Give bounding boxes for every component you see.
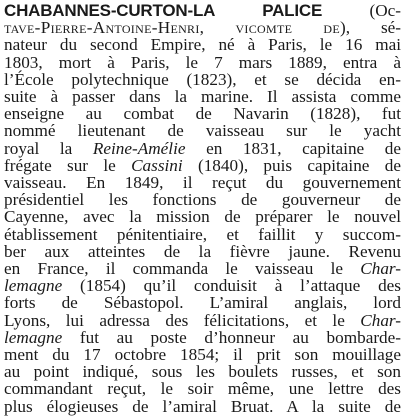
entry-text: (1854) qu’il conduisit à l’attaque des <box>62 276 401 296</box>
entry-text: forts de Sébastopol. L’amiral anglais, lord <box>4 293 401 313</box>
entry-text: Lyons, lui adressa des félicitations, et le <box>4 310 361 330</box>
entry-text: en France, il commanda le vaisseau le <box>4 259 361 278</box>
entry-text-line <box>4 397 401 417</box>
entry-text: enseigne au combat de Navarin (1828), fut <box>4 104 401 124</box>
entry-text: l’École polytechnique (1823), et se décida en- <box>4 69 401 89</box>
entry-name-smallcaps: tave-Pierre-Antoine-Henri, vicomte de <box>4 18 341 38</box>
ship-name-italic: Char- <box>360 310 401 330</box>
entry-text: établissement pénitentiaire, et faillit y succom- <box>4 224 401 244</box>
entry-text: au point indiqué, sous les boulets russes, et son <box>4 362 401 382</box>
entry-text: vaisseau. En 1849, il reçut du gouvernement <box>4 173 401 192</box>
entry-text: présidentiel les fonctions de gouverneur de <box>4 190 401 210</box>
ship-name-italic: Char- <box>360 259 401 278</box>
entry-text: commandant reçut, le soir même, une lettre des <box>4 379 401 399</box>
entry-text: suite à passer dans la marine. Il assista comme <box>4 87 401 106</box>
entry-text: royal la <box>4 138 93 158</box>
entry-text: fut au poste d’honneur au bombarde- <box>62 327 401 347</box>
ship-name-italic: lemagne <box>4 276 63 296</box>
entry-text: ment du 17 octobre 1854; il prit son mouillage <box>4 345 401 364</box>
entry-text: (Oc- <box>322 1 401 20</box>
entry-text: frégate sur le <box>4 155 132 175</box>
entry-text: plus élogieuses de l’amiral Bruat. A la suite de <box>4 396 401 416</box>
entry-text: 1803, mort à Paris, le 7 mars 1889, entra à <box>4 52 401 72</box>
entry-text: Cayenne, avec la mission de préparer le nouvel <box>4 207 401 227</box>
ship-name-italic: Cassini <box>131 155 183 175</box>
entry-text: en 1831, capitaine de <box>185 138 401 158</box>
ship-name-italic: Reine-Amélie <box>92 138 186 158</box>
ship-name-italic: lemagne <box>4 327 63 347</box>
entry-text: nommé lieutenant de vaisseau sur le yacht <box>4 121 401 141</box>
entry-text: ), sé- <box>340 18 401 38</box>
entry-text: ber aux atteintes de la fièvre jaune. Revenu <box>4 241 401 261</box>
entry-headword: CHABANNES-CURTON-LA PALICE <box>4 1 323 20</box>
entry-text: (1840), puis capitaine de <box>182 155 401 175</box>
entry-text: nateur du second Empire, né à Paris, le 16 mai <box>4 35 401 55</box>
